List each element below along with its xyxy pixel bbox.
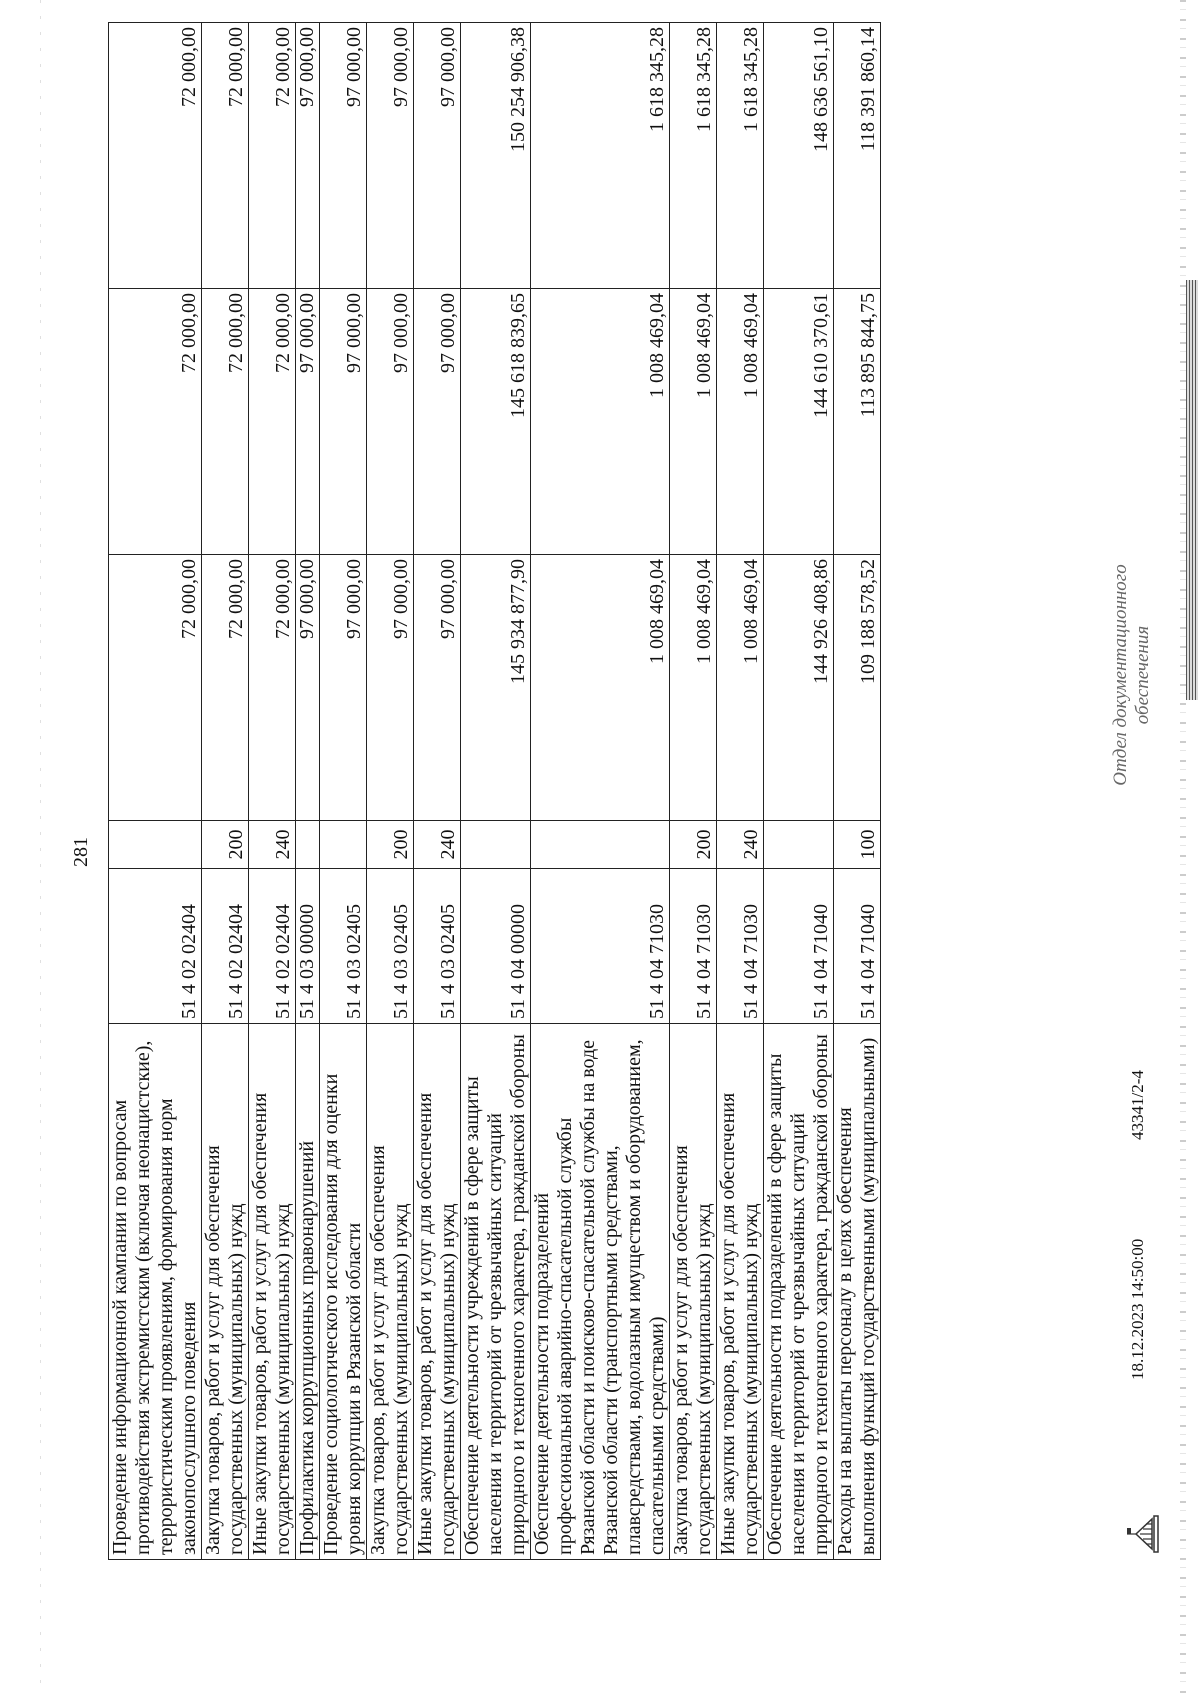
amount-2: 97 000,00 xyxy=(296,289,320,555)
amount-3: 97 000,00 xyxy=(414,23,461,289)
target-code: 51 4 03 00000 xyxy=(296,869,320,1024)
stamp-line-1: Отдел документационного xyxy=(1110,564,1131,786)
page-number: 281 xyxy=(70,837,92,867)
table-row xyxy=(834,23,881,1560)
amount-3: 97 000,00 xyxy=(320,23,367,289)
expense-name: Профилактика коррупционных правонарушений xyxy=(296,1024,320,1560)
amount-2: 72 000,00 xyxy=(249,289,296,555)
target-code: 51 4 02 02404 xyxy=(109,869,202,1024)
target-code: 51 4 03 02405 xyxy=(367,869,414,1024)
expense-type: 240 xyxy=(717,821,764,869)
expense-name: Закупка товаров, работ и услуг для обеспечения государственных (муниципальных) нужд xyxy=(367,1024,414,1560)
target-code: 51 4 03 02405 xyxy=(414,869,461,1024)
amount-1: 72 000,00 xyxy=(249,555,296,821)
amount-3: 97 000,00 xyxy=(367,23,414,289)
expense-name: Расходы на выплаты персоналу в целях обеспечения выполнения функций государственными (муниципальными) xyxy=(834,1024,881,1560)
budget-table xyxy=(108,22,881,1560)
amount-2: 72 000,00 xyxy=(109,289,202,555)
amount-1: 97 000,00 xyxy=(414,555,461,821)
footer-doc-number: 43341/2-4 xyxy=(1128,1070,1147,1140)
expense-name: Закупка товаров, работ и услуг для обеспечения государственных (муниципальных) нужд xyxy=(202,1024,249,1560)
amount-1: 1 008 469,04 xyxy=(717,555,764,821)
expense-name: Проведение информационной кампании по вопросам противодействия экстремистским (включая неонацистские), террористическим проявлениям, формирования норм законопослушного поведения xyxy=(109,1024,202,1560)
expense-type: 240 xyxy=(414,821,461,869)
target-code: 51 4 03 02405 xyxy=(320,869,367,1024)
duma-building-icon xyxy=(1122,1513,1164,1555)
expense-type: 200 xyxy=(670,821,717,869)
budget-table-body xyxy=(109,23,881,1560)
amount-3: 72 000,00 xyxy=(109,23,202,289)
amount-2: 72 000,00 xyxy=(202,289,249,555)
expense-type: 100 xyxy=(834,821,881,869)
expense-type xyxy=(109,821,202,869)
amount-3: 1 618 345,28 xyxy=(670,23,717,289)
table-row xyxy=(717,23,764,1560)
table-row xyxy=(461,23,531,1560)
expense-name: Иные закупки товаров, работ и услуг для обеспечения государственных (муниципальных) нужд xyxy=(717,1024,764,1560)
amount-1: 97 000,00 xyxy=(296,555,320,821)
amount-1: 145 934 877,90 xyxy=(461,555,531,821)
expense-type xyxy=(296,821,320,869)
amount-1: 72 000,00 xyxy=(109,555,202,821)
table-row xyxy=(296,23,320,1560)
table-row xyxy=(367,23,414,1560)
expense-name: Обеспечение деятельности подразделений в сфере защиты населения и территорий от чрезвычайных ситуаций природного и техногенного характера, гражданской обороны xyxy=(764,1024,834,1560)
expense-type: 240 xyxy=(249,821,296,869)
table-row xyxy=(670,23,717,1560)
target-code: 51 4 04 71030 xyxy=(670,869,717,1024)
amount-2: 113 895 844,75 xyxy=(834,289,881,555)
amount-2: 1 008 469,04 xyxy=(670,289,717,555)
amount-1: 144 926 408,86 xyxy=(764,555,834,821)
table-row xyxy=(202,23,249,1560)
target-code: 51 4 04 00000 xyxy=(461,869,531,1024)
table-row xyxy=(531,23,670,1560)
amount-3: 148 636 561,10 xyxy=(764,23,834,289)
expense-name: Обеспечение деятельности подразделений профессиональной аварийно-спасательной службы Рязанской области и поисково-спасательной службы на воде Рязанской области (транспортными средствами, плавсредствами, водолазным имуществом и оборудованием, спасательными средствами) xyxy=(531,1024,670,1560)
target-code: 51 4 04 71030 xyxy=(531,869,670,1024)
amount-3: 118 391 860,14 xyxy=(834,23,881,289)
target-code: 51 4 02 02404 xyxy=(249,869,296,1024)
expense-name: Закупка товаров, работ и услуг для обеспечения государственных (муниципальных) нужд xyxy=(670,1024,717,1560)
expense-type xyxy=(461,821,531,869)
expense-type xyxy=(764,821,834,869)
expense-name: Иные закупки товаров, работ и услуг для обеспечения государственных (муниципальных) нужд xyxy=(249,1024,296,1560)
amount-1: 97 000,00 xyxy=(320,555,367,821)
amount-2: 144 610 370,61 xyxy=(764,289,834,555)
target-code: 51 4 04 71040 xyxy=(834,869,881,1024)
amount-3: 97 000,00 xyxy=(296,23,320,289)
amount-3: 1 618 345,28 xyxy=(717,23,764,289)
department-stamp xyxy=(1110,550,1154,800)
expense-type xyxy=(320,821,367,869)
amount-1: 1 008 469,04 xyxy=(531,555,670,821)
amount-3: 72 000,00 xyxy=(202,23,249,289)
table-row xyxy=(109,23,202,1560)
target-code: 51 4 04 71030 xyxy=(717,869,764,1024)
expense-name: Обеспечение деятельности учреждений в сфере защиты населения и территорий от чрезвычайных ситуаций природного и техногенного характера, гражданской обороны xyxy=(461,1024,531,1560)
amount-1: 72 000,00 xyxy=(202,555,249,821)
amount-1: 1 008 469,04 xyxy=(670,555,717,821)
table-row xyxy=(764,23,834,1560)
amount-2: 1 008 469,04 xyxy=(531,289,670,555)
amount-1: 97 000,00 xyxy=(367,555,414,821)
target-code: 51 4 04 71040 xyxy=(764,869,834,1024)
amount-2: 1 008 469,04 xyxy=(717,289,764,555)
amount-2: 97 000,00 xyxy=(367,289,414,555)
amount-3: 72 000,00 xyxy=(249,23,296,289)
expense-type: 200 xyxy=(367,821,414,869)
expense-name: Иные закупки товаров, работ и услуг для обеспечения государственных (муниципальных) нужд xyxy=(414,1024,461,1560)
table-row xyxy=(249,23,296,1560)
amount-1: 109 188 578,52 xyxy=(834,555,881,821)
amount-2: 145 618 839,65 xyxy=(461,289,531,555)
footer-datetime: 18.12.2023 14:50:00 xyxy=(1128,1238,1147,1380)
amount-3: 150 254 906,38 xyxy=(461,23,531,289)
amount-2: 97 000,00 xyxy=(320,289,367,555)
table-row xyxy=(320,23,367,1560)
expense-type xyxy=(531,821,670,869)
amount-2: 97 000,00 xyxy=(414,289,461,555)
expense-type: 200 xyxy=(202,821,249,869)
target-code: 51 4 02 02404 xyxy=(202,869,249,1024)
expense-name: Проведение социологического исследования для оценки уровня коррупции в Рязанской области xyxy=(320,1024,367,1560)
stamp-line-2: обеспечения xyxy=(1132,625,1153,725)
table-row xyxy=(414,23,461,1560)
amount-3: 1 618 345,28 xyxy=(531,23,670,289)
